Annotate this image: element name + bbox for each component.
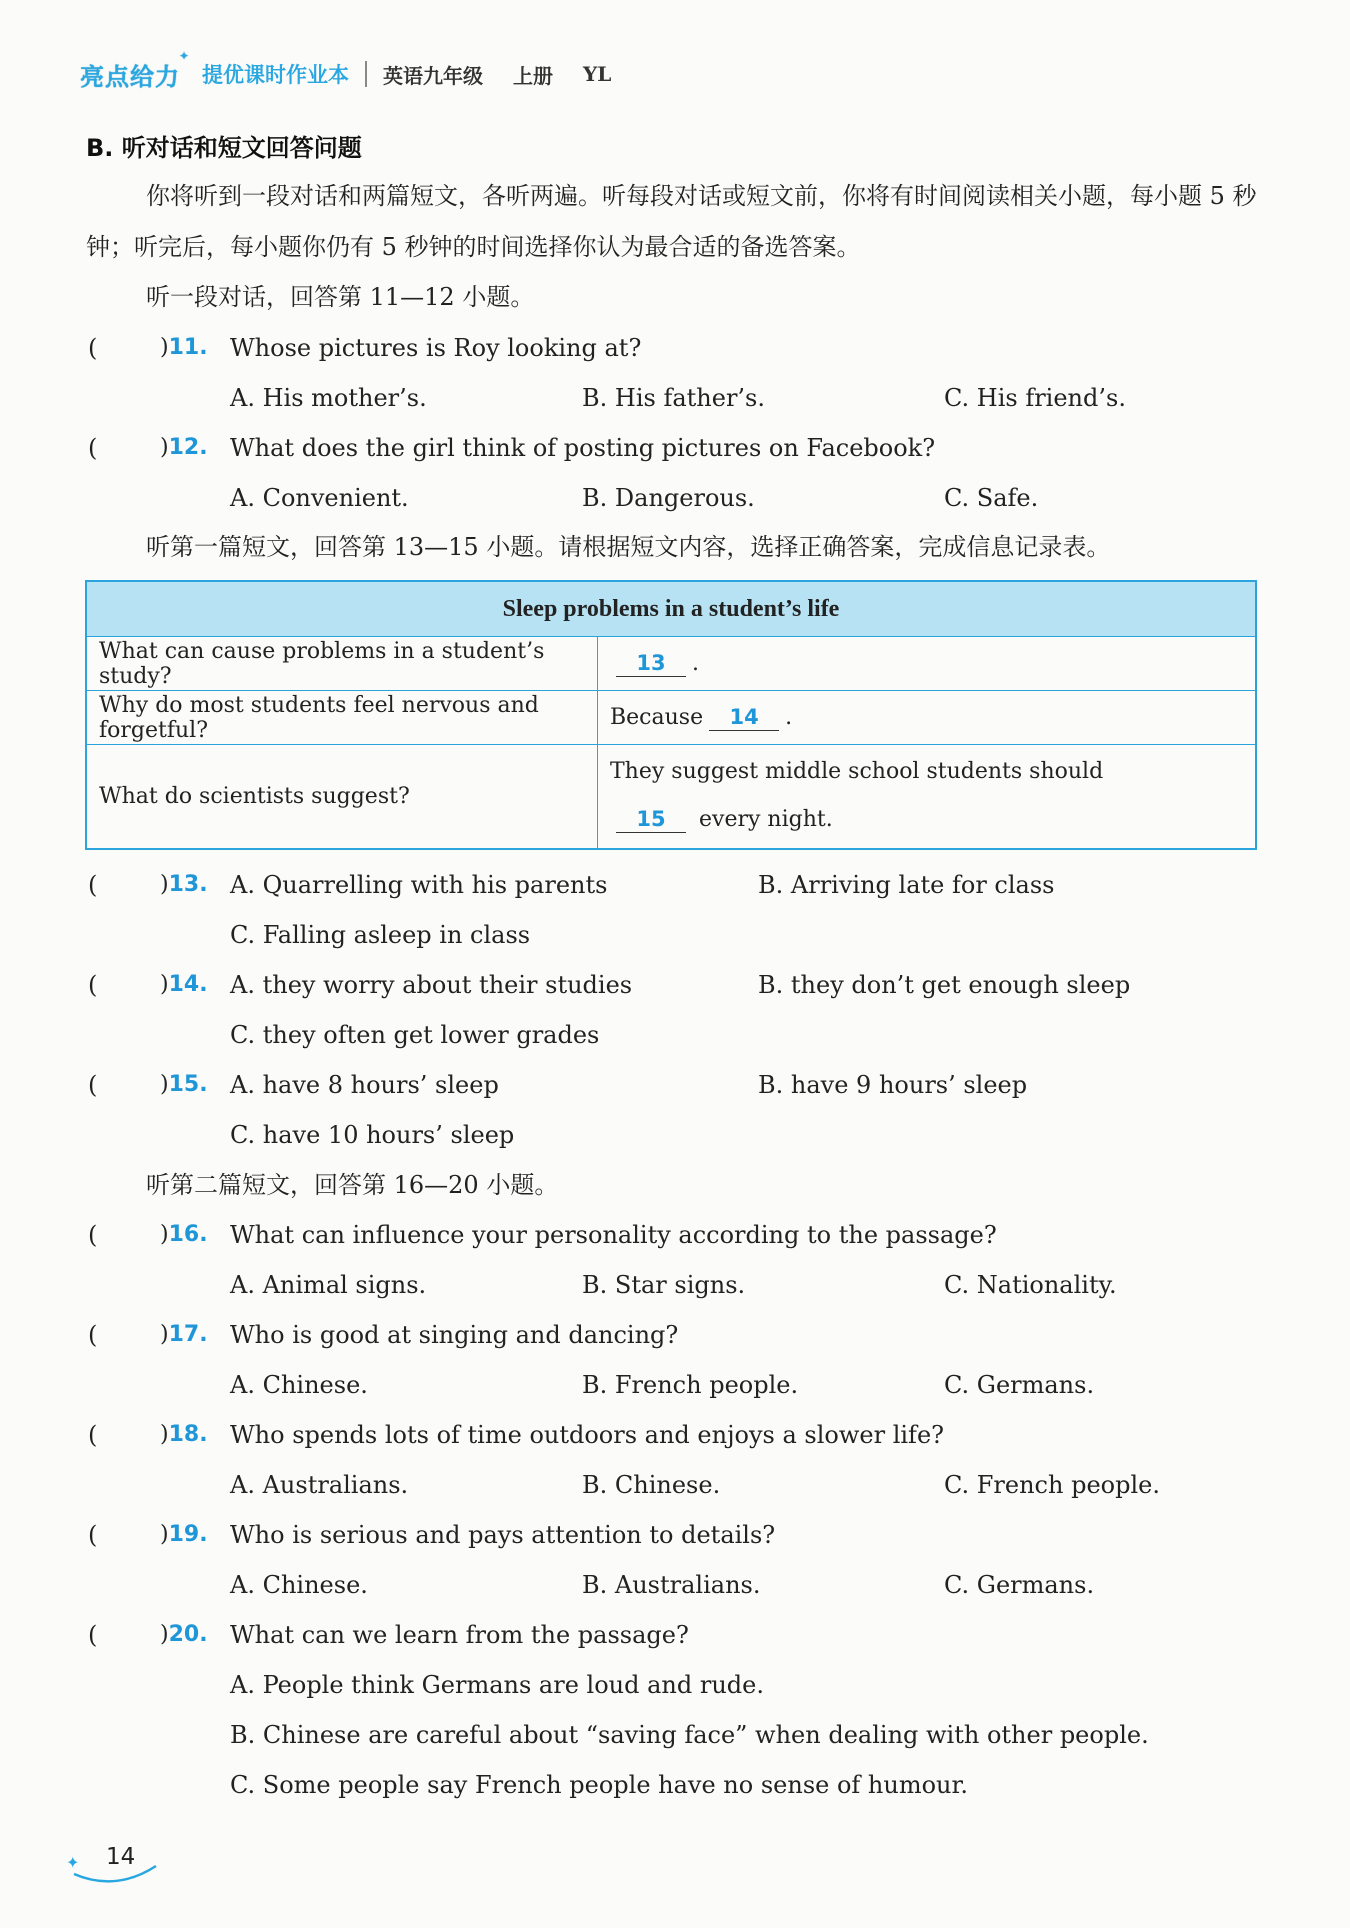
table-question-cell: What do scientists suggest?	[86, 745, 598, 849]
answer-paren: (	[88, 1221, 98, 1249]
option-b: B. have 9 hours’ sleep	[758, 1071, 1028, 1099]
question-number	[160, 1420, 208, 1450]
section-instructions: 你将听到一段对话和两篇短文，各听两遍。听每段对话或短文前，你将有时间阅读相关小题，每小题 5 秒钟；听完后，每小题你仍有 5 秒钟的时间选择你认为最合适的备选答案。	[86, 182, 1257, 261]
question-number-text: 13.	[168, 872, 208, 897]
blank-tail: every night.	[699, 807, 833, 833]
question-text: What does the girl think of posting pictures on Facebook?	[230, 434, 936, 462]
question-number-text: 11.	[168, 335, 208, 360]
question-number	[160, 433, 208, 463]
table-question-cell: What can cause problems in a student’s study?	[86, 637, 598, 691]
question-number-text: 16.	[168, 1222, 208, 1247]
answer-paren-close: )	[160, 1522, 169, 1547]
option-a: A. His mother’s.	[230, 384, 427, 412]
question-number	[160, 1320, 208, 1350]
passage2-intro: 听第二篇短文，回答第 16—20 小题。	[146, 1171, 559, 1199]
answer-paren: (	[88, 434, 98, 462]
option-a: A. Animal signs.	[230, 1271, 427, 1299]
subject-grade: 英语九年级	[383, 63, 483, 88]
answer-paren: (	[88, 334, 98, 362]
option-b: B. Chinese.	[582, 1471, 721, 1499]
option-a: A. Quarrelling with his parents	[230, 871, 608, 899]
option-a: A. Chinese.	[230, 1571, 368, 1599]
answer-paren-close: )	[160, 1222, 169, 1247]
answer-paren-close: )	[160, 1422, 169, 1447]
blank-prefix: Because	[610, 705, 704, 730]
option-a: A. they worry about their studies	[230, 971, 633, 999]
option-b: B. Arriving late for class	[758, 871, 1055, 899]
blank-tail: .	[692, 651, 699, 676]
suggest-line: They suggest middle school students should	[610, 759, 1104, 785]
question-text: Who is good at singing and dancing?	[230, 1321, 679, 1349]
option-a: A. have 8 hours’ sleep	[230, 1071, 499, 1099]
answer-paren-close: )	[160, 335, 169, 360]
question-number	[160, 970, 208, 1000]
book-subtitle: 提优课时作业本	[202, 63, 349, 87]
answer-blank: 14	[709, 704, 779, 731]
suggest-line-2	[610, 796, 1243, 844]
question-text: Who spends lots of time outdoors and enjoys a slower life?	[230, 1421, 945, 1449]
answer-paren-close: )	[160, 1622, 169, 1647]
option-c: C. have 10 hours’ sleep	[230, 1121, 515, 1149]
option-b: B. Chinese are careful about “saving face” when dealing with other people.	[230, 1721, 1149, 1749]
option-b: B. Australians.	[582, 1571, 761, 1599]
question-text: What can we learn from the passage?	[230, 1621, 689, 1649]
page-header	[80, 48, 612, 92]
question-number-text: 15.	[168, 1072, 208, 1097]
brand-logo	[80, 48, 190, 92]
question-number	[160, 1520, 208, 1550]
section-title: B. 听对话和短文回答问题	[86, 134, 362, 162]
question-number-text: 17.	[168, 1322, 208, 1347]
answer-blank: 15	[616, 806, 686, 833]
option-c: C. Nationality.	[944, 1271, 1117, 1299]
table-answer-cell	[598, 691, 1257, 745]
answer-paren: (	[88, 1421, 98, 1449]
header-divider	[365, 61, 367, 87]
question-number-text: 14.	[168, 972, 208, 997]
blank-tail: .	[785, 705, 793, 730]
question-number	[160, 1070, 208, 1100]
option-c: C. Germans.	[944, 1371, 1095, 1399]
answer-paren-close: )	[160, 872, 169, 897]
option-b: B. His father’s.	[582, 384, 765, 412]
question-number	[160, 1620, 208, 1650]
answer-paren: (	[88, 971, 98, 999]
question-text: Who is serious and pays attention to details?	[230, 1521, 776, 1549]
answer-paren-close: )	[160, 435, 169, 460]
star-icon: ✦	[178, 48, 190, 63]
option-c: C. Some people say French people have no sense of humour.	[230, 1771, 968, 1799]
answer-paren: (	[88, 1321, 98, 1349]
question-number-text: 20.	[168, 1622, 208, 1647]
option-c: C. Germans.	[944, 1571, 1095, 1599]
question-number-text: 19.	[168, 1522, 208, 1547]
answer-paren-close: )	[160, 1072, 169, 1097]
answer-paren: (	[88, 1521, 98, 1549]
answer-paren: (	[88, 1071, 98, 1099]
table-question-cell: Why do most students feel nervous and forgetful?	[86, 691, 598, 745]
table-title: Sleep problems in a student’s life	[86, 581, 1256, 637]
option-a: A. Chinese.	[230, 1371, 368, 1399]
question-text: Whose pictures is Roy looking at?	[230, 334, 642, 362]
option-a: A. Convenient.	[230, 484, 409, 512]
question-text: What can influence your personality according to the passage?	[230, 1221, 997, 1249]
svg-text:✦: ✦	[66, 1853, 80, 1872]
question-number	[160, 1220, 208, 1250]
option-b: B. French people.	[582, 1371, 799, 1399]
option-c: C. Falling asleep in class	[230, 921, 531, 949]
passage1-intro: 听第一篇短文，回答第 13—15 小题。请根据短文内容，选择正确答案，完成信息记录表。	[146, 533, 1111, 561]
option-b: B. they don’t get enough sleep	[758, 971, 1131, 999]
answer-paren: (	[88, 871, 98, 899]
option-c: C. Safe.	[944, 484, 1039, 512]
info-record-table	[85, 580, 1257, 850]
question-number-text: 18.	[168, 1422, 208, 1447]
page-number: 14	[106, 1844, 136, 1870]
table-answer-cell	[598, 637, 1257, 691]
brand-name: 亮点给力	[80, 62, 180, 91]
dialogue-intro: 听一段对话，回答第 11—12 小题。	[146, 283, 535, 311]
answer-blank: 13	[616, 650, 686, 677]
question-number	[160, 870, 208, 900]
volume-label: 上册	[513, 63, 553, 88]
table-answer-cell	[598, 745, 1257, 849]
option-b: B. Star signs.	[582, 1271, 746, 1299]
edition-label: YL	[583, 62, 612, 86]
question-number	[160, 333, 208, 363]
answer-paren: (	[88, 1621, 98, 1649]
answer-paren-close: )	[160, 972, 169, 997]
option-b: B. Dangerous.	[582, 484, 755, 512]
question-number-text: 12.	[168, 435, 208, 460]
option-c: C. they often get lower grades	[230, 1021, 600, 1049]
option-c: C. French people.	[944, 1471, 1160, 1499]
answer-paren-close: )	[160, 1322, 169, 1347]
option-c: C. His friend’s.	[944, 384, 1126, 412]
option-a: A. People think Germans are loud and rude.	[230, 1671, 764, 1699]
option-a: A. Australians.	[230, 1471, 409, 1499]
